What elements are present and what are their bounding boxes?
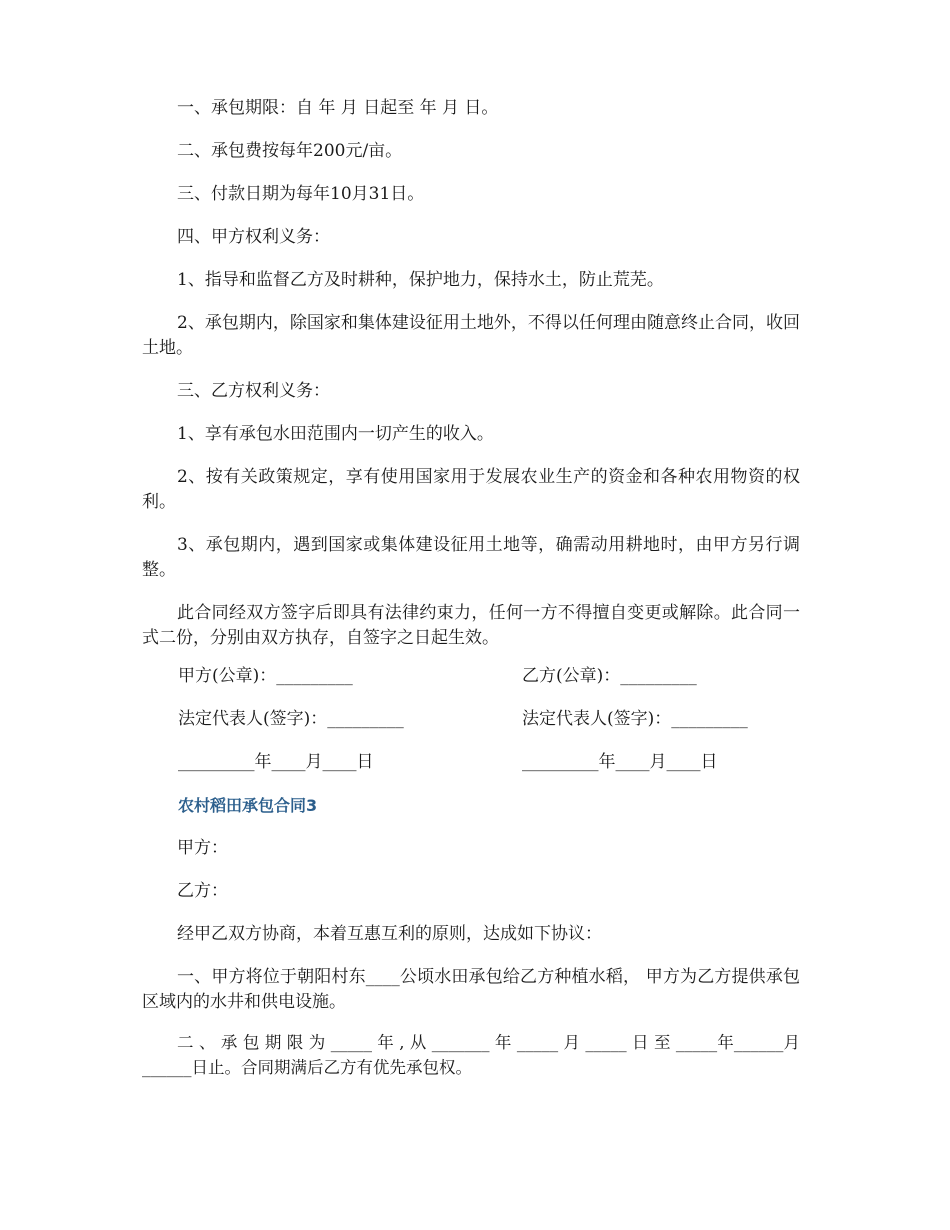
clause-effect: 此合同经双方签字后即具有法律约束力，任何一方不得擅自变更或解除。此合同一式二份，分别由双方执存，自签字之日起生效。 [142, 603, 800, 648]
clause-payment-date: 三、付款日期为每年10月31日。 [177, 184, 425, 204]
party-a-seal-line: 甲方(公章)：_________ [178, 666, 353, 686]
contract3-clause-1: 一、甲方将位于朝阳村东____公顷水田承包给乙方种植水稻， 甲方为乙方提供承包区域内的水井和供电设施。 [142, 967, 800, 1012]
party-a-rep-line: 法定代表人(签字)：_________ [178, 709, 404, 729]
contract3-party-a: 甲方： [177, 838, 228, 858]
party-a-duties-title: 四、甲方权利义务： [177, 227, 330, 247]
contract3-title: 农村稻田承包合同3 [178, 796, 318, 815]
party-b-right-3: 3、承包期内，遇到国家或集体建设征用土地等，确需动用耕地时，由甲方另行调整。 [142, 535, 800, 580]
contract3-clause-2: 二 、 承 包 期 限 为 _____ 年 , 从 _______ 年 _____ 月 _____ 日 至 _____年______月______日止。合同期满后乙方有优先承包权。 [142, 1033, 800, 1077]
contract3-intro: 经甲乙双方协商，本着互惠互利的原则，达成如下协议： [177, 924, 602, 944]
party-b-rights-title: 三、乙方权利义务： [177, 381, 330, 401]
party-b-date-line: _________年____月____日 [522, 752, 718, 772]
clause-term: 一、承包期限：自 年 月 日起至 年 月 日。 [177, 98, 499, 118]
clause-fee: 二、承包费按每年200元/亩。 [177, 141, 403, 161]
party-b-right-1: 1、享有承包水田范围内一切产生的收入。 [177, 424, 494, 444]
party-b-right-2: 2、按有关政策规定，享有使用国家用于发展农业生产的资金和各种农用物资的权利。 [142, 467, 800, 512]
contract3-party-b: 乙方： [177, 881, 228, 901]
party-a-duty-2: 2、承包期内，除国家和集体建设征用土地外，不得以任何理由随意终止合同，收回土地。 [142, 313, 800, 358]
party-b-seal-line: 乙方(公章)：_________ [522, 666, 697, 686]
party-a-date-line: _________年____月____日 [178, 752, 374, 772]
party-a-duty-1: 1、指导和监督乙方及时耕种，保护地力，保持水土，防止荒芜。 [177, 270, 664, 290]
party-b-rep-line: 法定代表人(签字)：_________ [522, 709, 748, 729]
